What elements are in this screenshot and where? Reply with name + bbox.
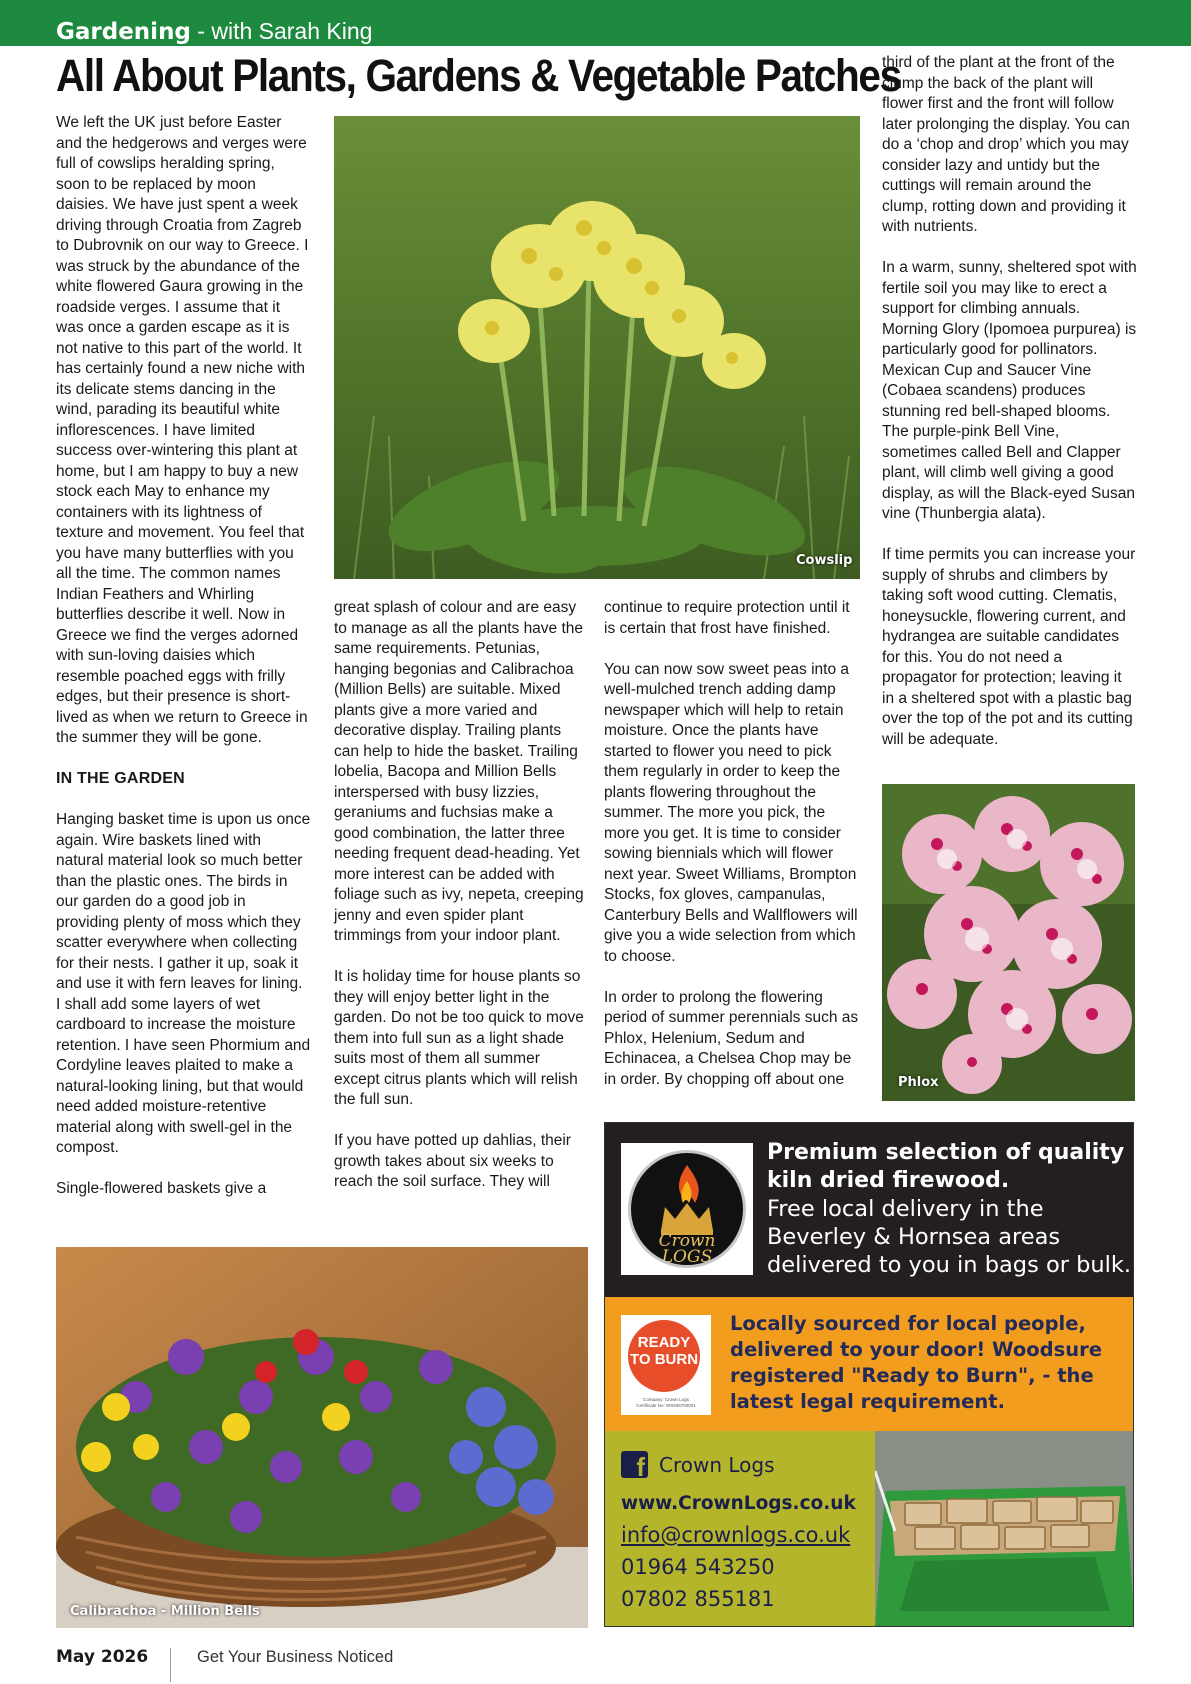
issue-date: May 2026	[56, 1647, 149, 1667]
paragraph: great splash of colour and are easy to manage as all the plants have the same requirements. Petunias, hanging begonias and Calibrachoa (Million Bells) are suitable. Mixed plants give a more varied and decorative display. Trailing plants can help to hide the basket. Trailing lobelia, Bacopa and Million Bells interspersed with busy lizzies, geraniums and fuchsias make a good combination, the latter three needing frequent dead-heading. Yet more interest can be added with foliage such as ivy, nepeta, creeping jenny and even spider plant trimmings from your indoor plant.	[334, 599, 584, 944]
paragraph: Single-flowered baskets give a	[56, 1180, 267, 1197]
logo-wordmark	[631, 1233, 743, 1265]
paragraph: You can now sow sweet peas into a well-mulched trench adding damp newspaper which will help to retain moisture. Once the plants have started to flower you need to pick them regularly in order to keep the plants flowering throughout the summer. The more you pick, the more you get. It is time to consider sowing biennials which will flower next year. Sweet Williams, Brompton Stocks, fox gloves, campanulas, Canterbury Bells and Wallflowers will give you a wide selection from which to choose.	[604, 660, 858, 965]
cowslip-caption: Cowslip	[796, 553, 853, 568]
section-name: Gardening	[56, 19, 191, 45]
article-title: All About Plants, Gardens & Vegetable Patches	[56, 50, 901, 101]
phone-number-1[interactable]: 01964 543250	[621, 1555, 775, 1579]
website-link[interactable]: www.CrownLogs.co.uk	[621, 1493, 856, 1514]
logo-badge	[628, 1150, 746, 1268]
article-column-2	[334, 598, 589, 1213]
paragraph: third of the plant at the front of the clump the back of the plant will flower first and the front will follow later prolonging the display. You can do a ‘chop and drop’ which you may consider lazy and untidy but the cuttings will remain around the clump, rotting down and providing it with nutrients.	[882, 54, 1130, 235]
calibrachoa-caption: Calibrachoa - Million Bells	[70, 1604, 260, 1619]
article-column-3	[604, 598, 859, 1111]
paragraph: In a warm, sunny, sheltered spot with fertile soil you may like to erect a support for climbing annuals. Morning Glory (Ipomoea purpurea) is particularly good for pollinators. Mexican Cup and Saucer Vine (Cobaea scandens) produces stunning red bell-shaped blooms. The purple-pink Bell Vine, sometimes called Bell and Clapper plant, will climb well giving a good display, as will the Black-eyed Susan vine (Thunbergia alata).	[882, 259, 1137, 522]
advert-headline: Premium selection of quality kiln dried firewood.	[767, 1140, 1125, 1193]
footer-tagline: Get Your Business Noticed	[197, 1648, 394, 1666]
phlox-photo	[882, 784, 1135, 1101]
calibrachoa-photo	[56, 1247, 588, 1628]
section-byline: - with Sarah King	[190, 18, 373, 44]
paragraph: We left the UK just before Easter and the hedgerows and verges were full of cowslips heralding spring, soon to be replaced by moon daisies. We have just spent a week driving through Croatia from Zagreb to Dubrovnik on our way to Greece. I was struck by the abundance of the white flowered Gaura growing in the roadside verges. I assume that it was once a garden escape as it is not native to this part of the world. It has certainly found a new niche with its delicate stems dancing in the wind, parading its beautiful white inflorescences. I have limited success over-wintering this plant at home, but I am happy to buy a new stock each May to enhance my containers with its lightness of texture and movement. You feel that you have many butterflies with you all the time. The common names Indian Feathers and Whirling butterflies describe it well. Now in Greece we find the verges adorned with sun-loving daisies which resemble poached eggs with frilly edges, but their presence is short-lived as when we return to Greece in the summer they will be gone.	[56, 114, 309, 746]
ready-to-burn-text: READY TO BURN	[629, 1334, 699, 1368]
facebook-name[interactable]: Crown Logs	[659, 1453, 775, 1477]
paragraph: Hanging basket time is upon us once again. Wire baskets lined with natural material look so much better than the plastic ones. The birds in our garden do a good job in providing plenty of moss which they scatter everywhere when collecting for their nests. I gather it up, soak it and use it with fern leaves for lining. I shall add some layers of wet cardboard to increase the moisture retention. I have seen Phormium and Cordyline leaves plaited to make a natural-looking lining, but that would need added moisture-retentive material along with swell-gel in the compost.	[56, 811, 311, 1156]
subheading: IN THE GARDEN	[56, 770, 185, 787]
advert-top-panel	[605, 1123, 1134, 1297]
certificate-text: Company: Crown Logs Certificate No: WS506700001	[636, 1397, 696, 1408]
article-column-4	[882, 53, 1137, 771]
phone-number-2[interactable]: 07802 855181	[621, 1587, 775, 1611]
paragraph: If time permits you can increase your supply of shrubs and climbers by taking soft wood cutting. Clematis, honeysuckle, flowering current, and hydrangea are suitable candidates for this. You do not need a propagator for protection; leaving it in a sheltered spot with a plastic bag over the top of the pot and its cutting will be adequate.	[882, 546, 1136, 748]
facebook-icon[interactable]: f	[621, 1451, 648, 1478]
crown-logs-advert	[604, 1122, 1134, 1627]
phlox-caption: Phlox	[898, 1075, 939, 1090]
crown-logs-logo	[621, 1143, 753, 1275]
paragraph: It is holiday time for house plants so they will enjoy better light in the garden. Do not be too quick to move them into full sun as a light shade suits most of them all summer except citrus plants which will relish the full sun.	[334, 968, 584, 1108]
ready-to-burn-logo	[628, 1320, 700, 1392]
advert-middle-text: Locally sourced for local people, delivered to your door! Woodsure registered "Ready to Burn", - the latest legal requirement.	[730, 1312, 1102, 1413]
paragraph: In order to prolong the flowering period of summer perennials such as Phlox, Helenium, Sedum and Echinacea, a Chelsea Chop may be in order. By chopping off about one	[604, 988, 859, 1088]
section-label	[56, 16, 372, 47]
logo-text: Crown LOGS	[658, 1231, 716, 1267]
email-link[interactable]: info@crownlogs.co.uk	[621, 1523, 851, 1547]
article-column-1	[56, 113, 311, 1220]
paragraph: If you have potted up dahlias, their growth takes about six weeks to reach the soil surface. They will	[334, 1132, 571, 1190]
advert-middle-panel	[605, 1297, 1134, 1431]
ready-to-burn-badge	[621, 1315, 711, 1415]
paragraph: continue to require protection until it is certain that frost have finished.	[604, 599, 850, 637]
footer-divider	[170, 1648, 171, 1682]
firewood-bag-photo	[875, 1431, 1134, 1627]
advert-contact-panel	[605, 1431, 1134, 1627]
advert-subline: Free local delivery in the Beverley & Hornsea areas delivered to you in bags or bulk.	[767, 1196, 1132, 1278]
cowslip-photo	[334, 116, 860, 579]
